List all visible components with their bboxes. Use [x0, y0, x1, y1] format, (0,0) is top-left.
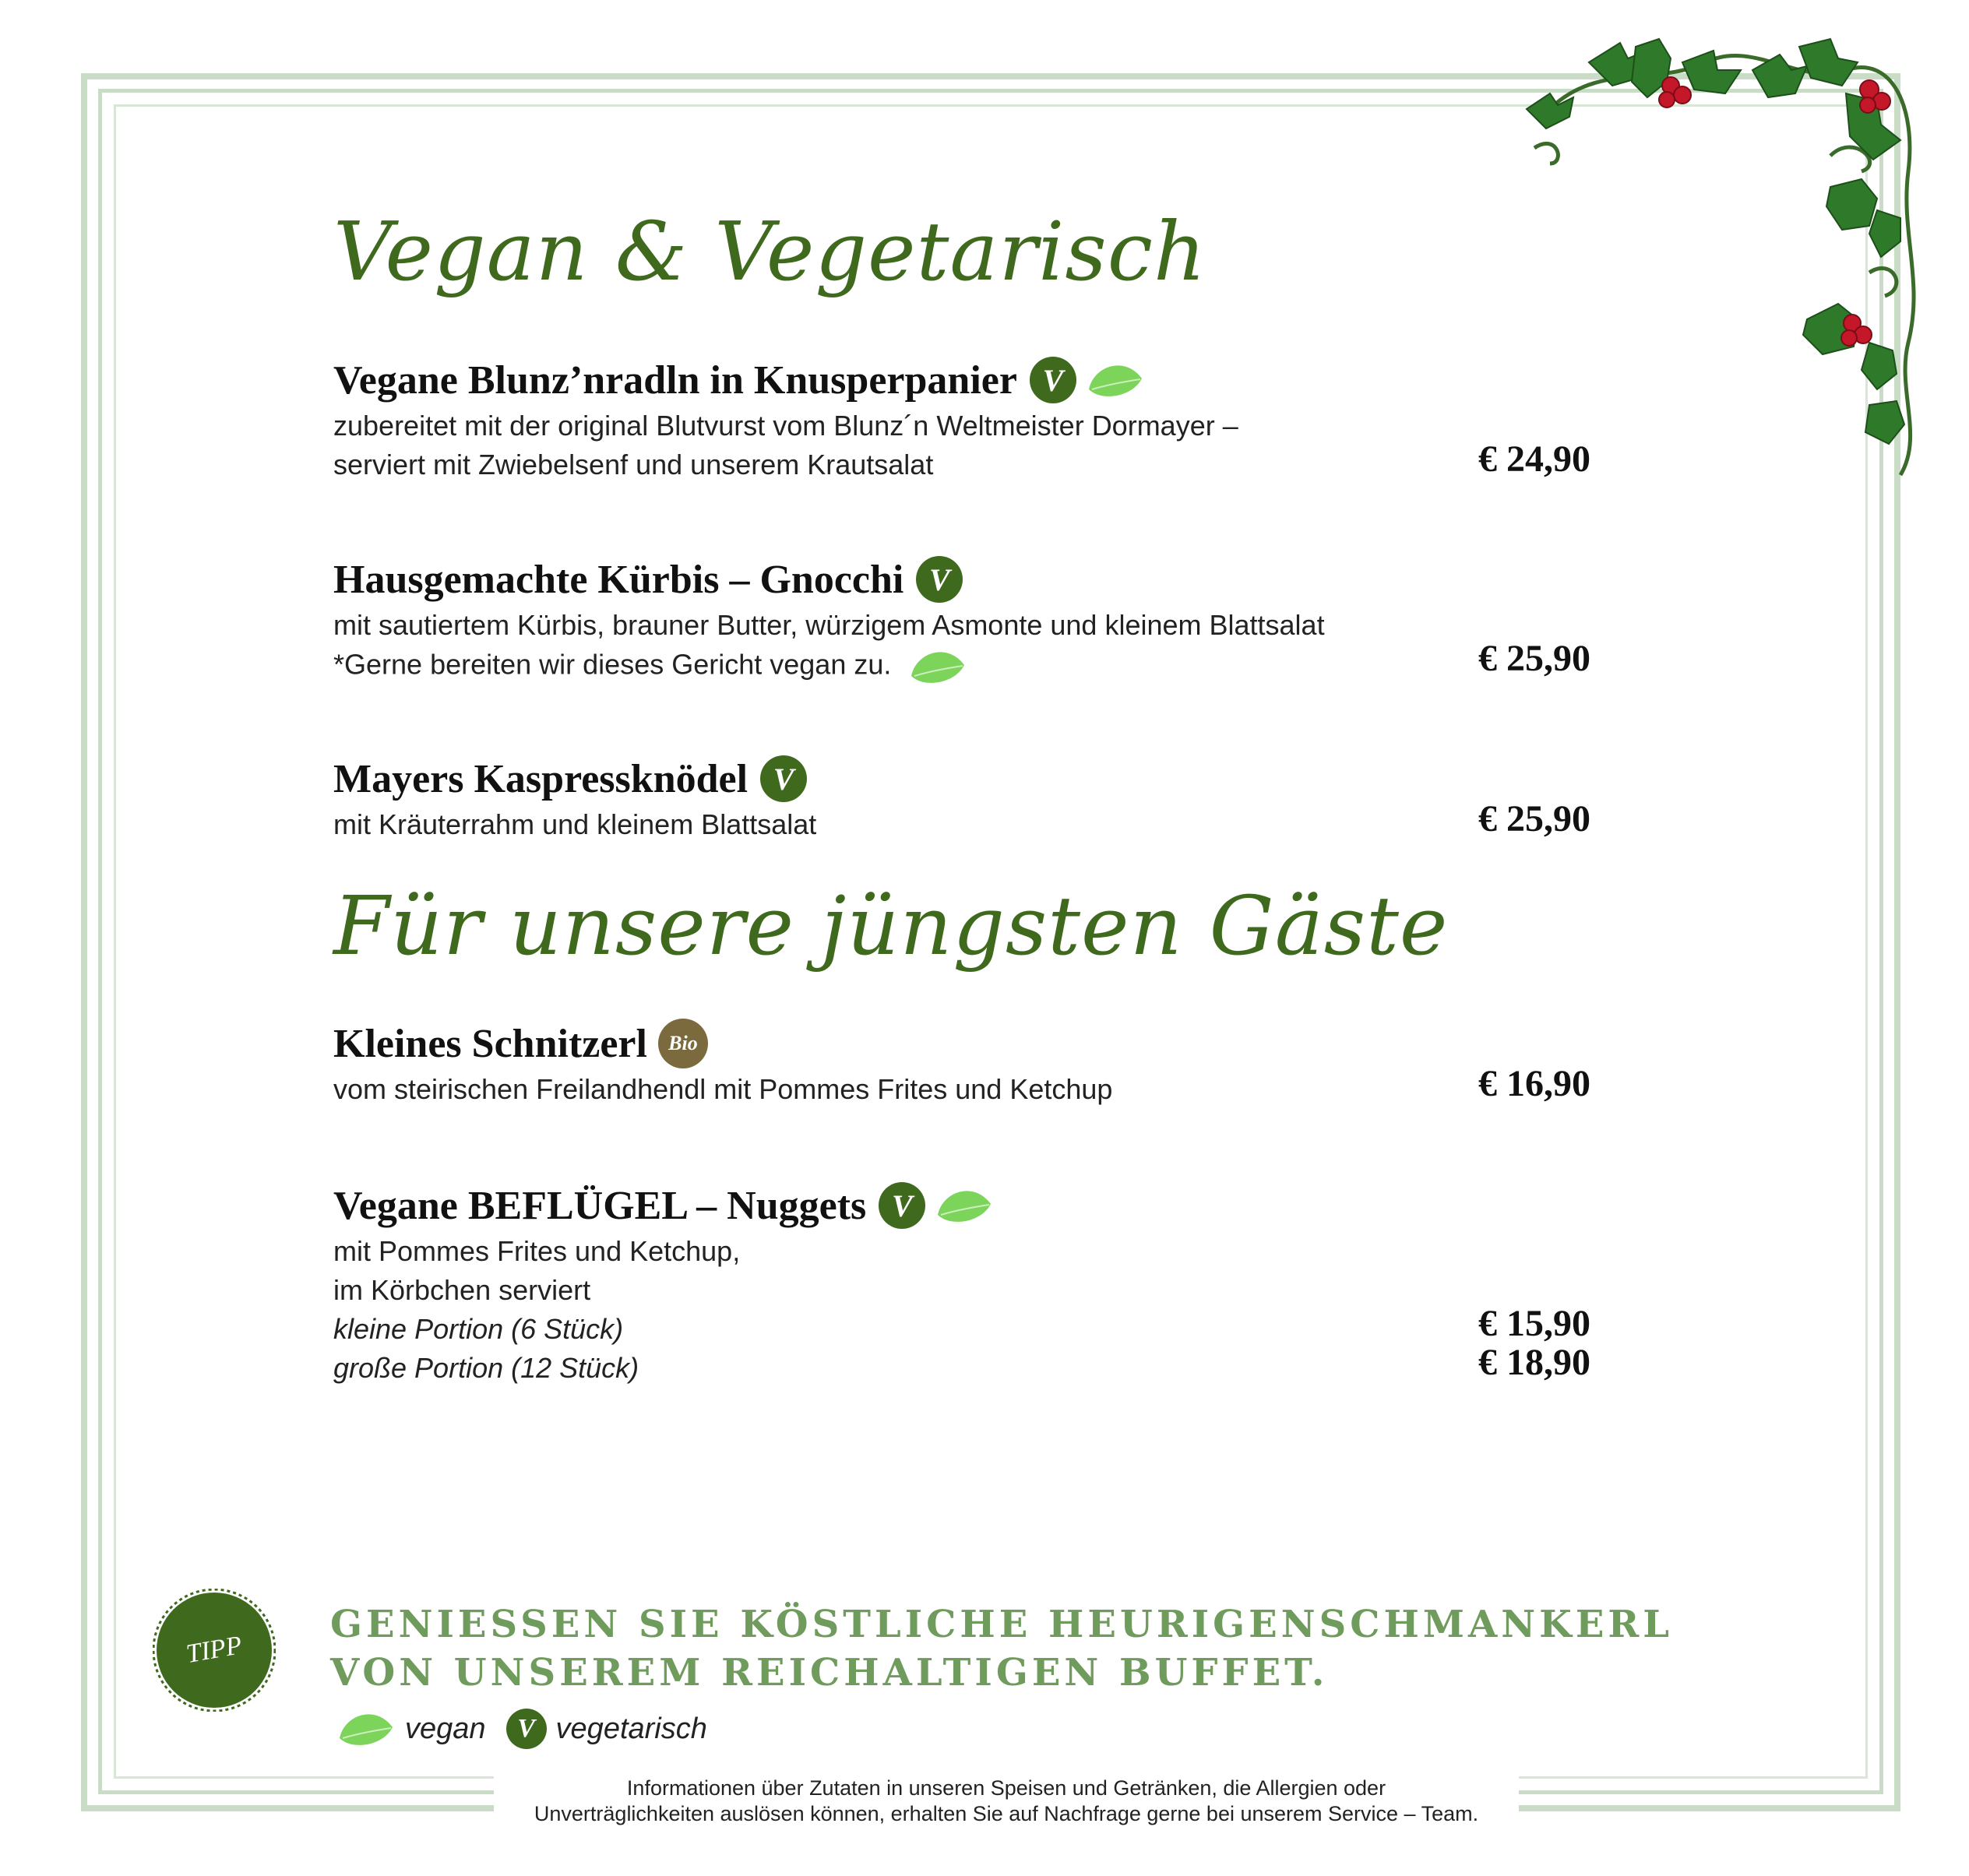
item-name-row — [333, 553, 1626, 606]
footnote-line: Unverträglichkeiten auslösen können, erhalten Sie auf Nachfrage gerne bei unserem Service – Team. — [534, 1802, 1479, 1825]
item-price: € 24,90 — [1478, 438, 1590, 480]
vegan-leaf-icon — [908, 645, 967, 688]
tipp-label: TIPP — [184, 1631, 245, 1669]
item-name: Vegane BEFLÜGEL – Nuggets — [333, 1183, 867, 1228]
bio-icon: Bio — [658, 1019, 708, 1068]
item-name-row — [333, 752, 1626, 805]
section-title-vegan-vegetarisch: Vegan & Vegetarisch — [333, 204, 1206, 299]
vegan-leaf-icon — [336, 1707, 396, 1751]
portion-price: € 18,90 — [1478, 1342, 1590, 1383]
vegetarisch-icon: V — [506, 1709, 547, 1749]
portion-label: kleine Portion (6 Stück) — [333, 1313, 624, 1345]
vegan-leaf-icon — [935, 1184, 994, 1227]
menu-item — [333, 1179, 1626, 1388]
item-price: € 25,90 — [1478, 798, 1590, 839]
portion-price: € 15,90 — [1478, 1303, 1590, 1344]
legend-vegetarisch: vegetarisch — [555, 1712, 707, 1745]
item-name: Vegane Blunz’nradln in Knusperpanier — [333, 357, 1017, 403]
item-description-row — [333, 645, 1626, 688]
vegan-leaf-icon — [1086, 358, 1145, 402]
item-name: Hausgemachte Kürbis – Gnocchi — [333, 557, 904, 602]
item-description: im Körbchen serviert — [333, 1274, 591, 1306]
tipp-line: GENIESSEN SIE KÖSTLICHE HEURIGENSCHMANKERL — [330, 1603, 1674, 1646]
legend — [336, 1705, 707, 1752]
tipp-badge — [153, 1589, 276, 1712]
item-description: mit Pommes Frites und Ketchup, — [333, 1235, 741, 1267]
portion-label: große Portion (12 Stück) — [333, 1352, 639, 1384]
item-description: mit sautiertem Kürbis, brauner Butter, würzigem Asmonte und kleinem Blattsalat — [333, 609, 1325, 641]
vegetarisch-icon: V — [760, 755, 807, 802]
item-price: € 25,90 — [1478, 638, 1590, 679]
item-description: serviert mit Zwiebelsenf und unserem Krautsalat — [333, 449, 934, 480]
item-price: € 16,90 — [1478, 1063, 1590, 1104]
item-name-row — [333, 1017, 1626, 1070]
vegetarisch-icon: V — [879, 1182, 925, 1229]
legend-vegan: vegan — [405, 1712, 486, 1745]
item-description: vom steirischen Freilandhendl mit Pommes Frites und Ketchup — [333, 1073, 1113, 1105]
menu-item — [333, 553, 1626, 688]
section-title-kinder: Für unsere jüngsten Gäste — [333, 878, 1449, 973]
menu-item — [333, 354, 1626, 484]
item-name-row — [333, 354, 1626, 407]
allergen-footnote — [498, 1776, 1514, 1827]
item-name: Kleines Schnitzerl — [333, 1021, 647, 1066]
vegetarisch-icon: V — [1030, 357, 1076, 403]
menu-item — [333, 752, 1626, 844]
vegetarisch-icon: V — [916, 556, 963, 603]
item-description: zubereitet mit der original Blutvurst vom Blunz´n Weltmeister Dormayer – — [333, 410, 1238, 442]
menu-item — [333, 1017, 1626, 1109]
item-description: mit Kräuterrahm und kleinem Blattsalat — [333, 808, 817, 840]
item-name: Mayers Kaspressknödel — [333, 756, 749, 801]
item-name-row — [333, 1179, 1626, 1232]
tipp-line: VON UNSEREM REICHALTIGEN BUFFET. — [330, 1651, 1329, 1695]
item-description: *Gerne bereiten wir dieses Gericht vegan zu. — [333, 648, 892, 681]
footnote-line: Informationen über Zutaten in unseren Speisen und Getränken, die Allergien oder — [626, 1776, 1386, 1800]
